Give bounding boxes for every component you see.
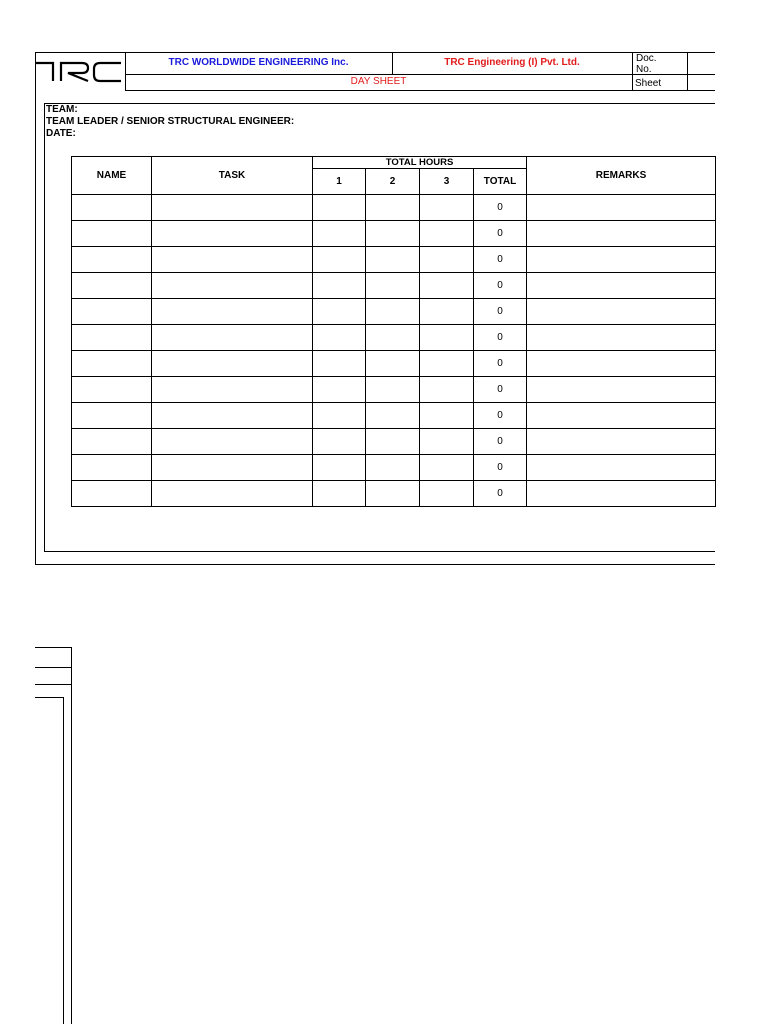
frame-bottom-line	[35, 564, 715, 565]
cell-total[interactable]: 0	[474, 299, 527, 325]
table-body	[72, 195, 716, 507]
cell-h2[interactable]	[366, 325, 420, 351]
sheet-label: Sheet	[635, 78, 662, 89]
page2-line-4	[35, 697, 63, 698]
cell-h1[interactable]	[313, 273, 366, 299]
title-row-line	[125, 74, 715, 75]
cell-total[interactable]: 0	[474, 377, 527, 403]
table-row	[72, 403, 716, 429]
cell-task[interactable]	[152, 455, 313, 481]
cell-h1[interactable]	[313, 377, 366, 403]
cell-h2[interactable]	[366, 351, 420, 377]
table-row	[72, 221, 716, 247]
table-row	[72, 299, 716, 325]
cell-remarks[interactable]	[527, 221, 716, 247]
cell-h3[interactable]	[420, 481, 474, 507]
cell-h3[interactable]	[420, 325, 474, 351]
sheet-title: DAY SHEET	[350, 76, 407, 87]
cell-name[interactable]	[72, 325, 152, 351]
page2-right-line	[71, 647, 72, 1024]
inner-frame-bottom	[44, 551, 715, 552]
cell-total[interactable]: 0	[474, 351, 527, 377]
cell-remarks[interactable]	[527, 299, 716, 325]
trc-logo	[36, 58, 124, 84]
col-header-hour-2: 2	[366, 169, 420, 195]
cell-h2[interactable]	[366, 377, 420, 403]
frame-left-line	[35, 52, 36, 564]
col-header-total: TOTAL	[474, 169, 527, 195]
cell-h2[interactable]	[366, 429, 420, 455]
cell-h1[interactable]	[313, 481, 366, 507]
cell-h2[interactable]	[366, 221, 420, 247]
cell-remarks[interactable]	[527, 377, 716, 403]
inner-frame-top	[44, 103, 715, 104]
page2-line-1	[35, 647, 72, 648]
team-leader-label: TEAM LEADER / SENIOR STRUCTURAL ENGINEER:	[46, 116, 295, 127]
col-header-remarks: REMARKS	[527, 157, 716, 195]
cell-total[interactable]: 0	[474, 195, 527, 221]
page2-line-2	[35, 667, 72, 668]
docno-divider	[632, 52, 633, 90]
cell-h1[interactable]	[313, 195, 366, 221]
cell-h3[interactable]	[420, 221, 474, 247]
cell-name[interactable]	[72, 377, 152, 403]
trc-logo-icon	[36, 58, 124, 84]
docno-value-divider	[687, 52, 688, 74]
cell-h3[interactable]	[420, 429, 474, 455]
cell-remarks[interactable]	[527, 325, 716, 351]
cell-task[interactable]	[152, 221, 313, 247]
cell-name[interactable]	[72, 195, 152, 221]
date-label: DATE:	[46, 128, 76, 139]
cell-task[interactable]	[152, 325, 313, 351]
cell-h1[interactable]	[313, 351, 366, 377]
cell-total[interactable]: 0	[474, 273, 527, 299]
cell-name[interactable]	[72, 299, 152, 325]
cell-h3[interactable]	[420, 273, 474, 299]
table-row	[72, 429, 716, 455]
team-label: TEAM:	[46, 104, 78, 115]
cell-h3[interactable]	[420, 351, 474, 377]
cell-h3[interactable]	[420, 377, 474, 403]
cell-h3[interactable]	[420, 247, 474, 273]
cell-remarks[interactable]	[527, 273, 716, 299]
cell-name[interactable]	[72, 273, 152, 299]
cell-h2[interactable]	[366, 247, 420, 273]
cell-h1[interactable]	[313, 455, 366, 481]
cell-h3[interactable]	[420, 403, 474, 429]
table-row	[72, 455, 716, 481]
cell-task[interactable]	[152, 195, 313, 221]
cell-h1[interactable]	[313, 299, 366, 325]
cell-name[interactable]	[72, 455, 152, 481]
cell-remarks[interactable]	[527, 247, 716, 273]
cell-h1[interactable]	[313, 403, 366, 429]
col-header-name: NAME	[72, 157, 152, 195]
table-row	[72, 481, 716, 507]
cell-total[interactable]: 0	[474, 221, 527, 247]
doc-no-label: Doc. No.	[636, 53, 657, 75]
cell-name[interactable]	[72, 221, 152, 247]
cell-task[interactable]	[152, 429, 313, 455]
cell-remarks[interactable]	[527, 195, 716, 221]
table-row	[72, 195, 716, 221]
cell-h2[interactable]	[366, 273, 420, 299]
cell-h2[interactable]	[366, 403, 420, 429]
cell-total[interactable]: 0	[474, 481, 527, 507]
cell-h3[interactable]	[420, 455, 474, 481]
table-row	[72, 351, 716, 377]
title-row-bottom-line	[125, 90, 715, 91]
table-row	[72, 325, 716, 351]
cell-total[interactable]: 0	[474, 325, 527, 351]
cell-total[interactable]: 0	[474, 429, 527, 455]
cell-name[interactable]	[72, 481, 152, 507]
cell-h1[interactable]	[313, 429, 366, 455]
cell-h2[interactable]	[366, 481, 420, 507]
cell-name[interactable]	[72, 403, 152, 429]
col-header-hour-3: 3	[420, 169, 474, 195]
sheet-value-divider	[687, 74, 688, 90]
col-header-hour-1: 1	[313, 169, 366, 195]
cell-name[interactable]	[72, 247, 152, 273]
frame-top-line	[35, 52, 715, 53]
cell-remarks[interactable]	[527, 429, 716, 455]
cell-h2[interactable]	[366, 455, 420, 481]
cell-total[interactable]: 0	[474, 455, 527, 481]
cell-h2[interactable]	[366, 195, 420, 221]
cell-h3[interactable]	[420, 195, 474, 221]
hours-table	[71, 156, 716, 507]
cell-h1[interactable]	[313, 325, 366, 351]
col-header-task: TASK	[152, 157, 313, 195]
cell-task[interactable]	[152, 299, 313, 325]
cell-h2[interactable]	[366, 299, 420, 325]
company-in-name: TRC Engineering (I) Pvt. Ltd.	[444, 57, 580, 68]
cell-task[interactable]	[152, 351, 313, 377]
company-us-name: TRC WORLDWIDE ENGINEERING Inc.	[168, 57, 349, 68]
cell-remarks[interactable]	[527, 481, 716, 507]
table-row	[72, 273, 716, 299]
cell-total[interactable]: 0	[474, 403, 527, 429]
inner-frame-left	[44, 103, 45, 551]
cell-remarks[interactable]	[527, 403, 716, 429]
cell-name[interactable]	[72, 351, 152, 377]
cell-name[interactable]	[72, 429, 152, 455]
page2-inner-line	[63, 697, 64, 1024]
cell-task[interactable]	[152, 377, 313, 403]
cell-task[interactable]	[152, 247, 313, 273]
table-row	[72, 377, 716, 403]
page2-line-3	[35, 684, 72, 685]
cell-task[interactable]	[152, 273, 313, 299]
cell-total[interactable]: 0	[474, 247, 527, 273]
cell-h1[interactable]	[313, 221, 366, 247]
cell-remarks[interactable]	[527, 351, 716, 377]
table-row	[72, 247, 716, 273]
cell-task[interactable]	[152, 481, 313, 507]
cell-h1[interactable]	[313, 247, 366, 273]
cell-task[interactable]	[152, 403, 313, 429]
col-header-total-hours: TOTAL HOURS	[313, 157, 527, 169]
cell-remarks[interactable]	[527, 455, 716, 481]
cell-h3[interactable]	[420, 299, 474, 325]
